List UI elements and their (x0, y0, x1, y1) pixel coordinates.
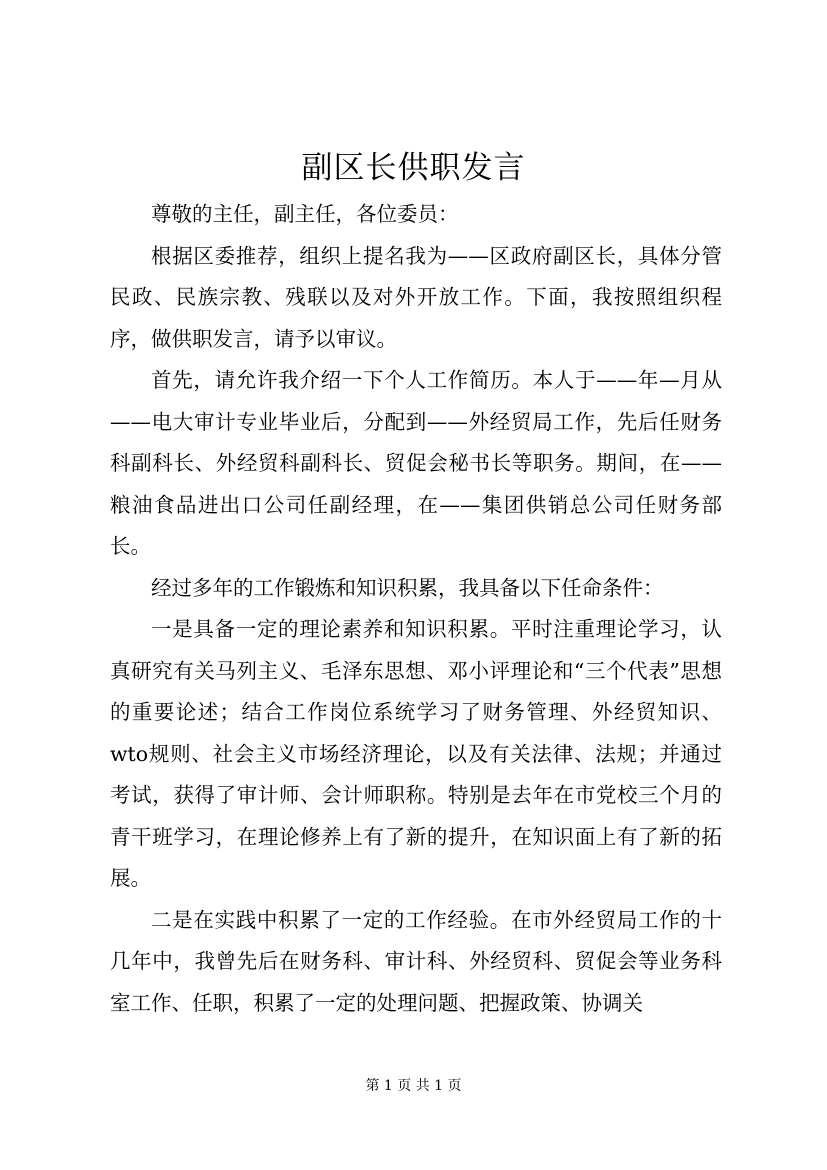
paragraph-resume: 首先，请允许我介绍一下个人工作简历。本人于——年—月从——电大审计专业毕业后，分配到——外经贸局工作，先后任财务科副科长、外经贸科副科长、贸促会秘书长等职务。期间，在——粮油食品进出口公司任副经理，在——集团供销总公司任财务部长。 (110, 368, 722, 558)
paragraph-experience: 二是在实践中积累了一定的工作经验。在市外经贸局工作的十几年中，我曾先后在财务科、审计科、外经贸科、贸促会等业务科室工作、任职，积累了一定的处理问题、把握政策、协调关 (110, 907, 722, 1015)
document-title: 副区长供职发言 (301, 150, 526, 186)
document-body (110, 194, 722, 1024)
page-footer: 第 1 页 共 1 页 (365, 1078, 462, 1094)
paragraph-qualifications-intro: 经过多年的工作锻炼和知识积累，我具备以下任命条件： (151, 575, 664, 600)
paragraph-nomination: 根据区委推荐，组织上提名我为——区政府副区长，具体分管民政、民族宗教、残联以及对外开放工作。下面，我按照组织程序，做供职发言，请予以审议。 (110, 243, 722, 351)
paragraph-theory: 一是具备一定的理论素养和知识积累。平时注重理论学习，认真研究有关马列主义、毛泽东思想、邓小评理论和“三个代表”思想的重要论述；结合工作岗位系统学习了财务管理、外经贸知识、wto规则、社会主义市场经济理论，以及有关法律、法规；并通过考试，获得了审计师、会计师职称。特别是去年在市党校三个月的青干班学习，在理论修养上有了新的提升，在知识面上有了新的拓展。 (110, 617, 722, 890)
paragraph-salutation: 尊敬的主任，副主任，各位委员： (151, 202, 459, 226)
